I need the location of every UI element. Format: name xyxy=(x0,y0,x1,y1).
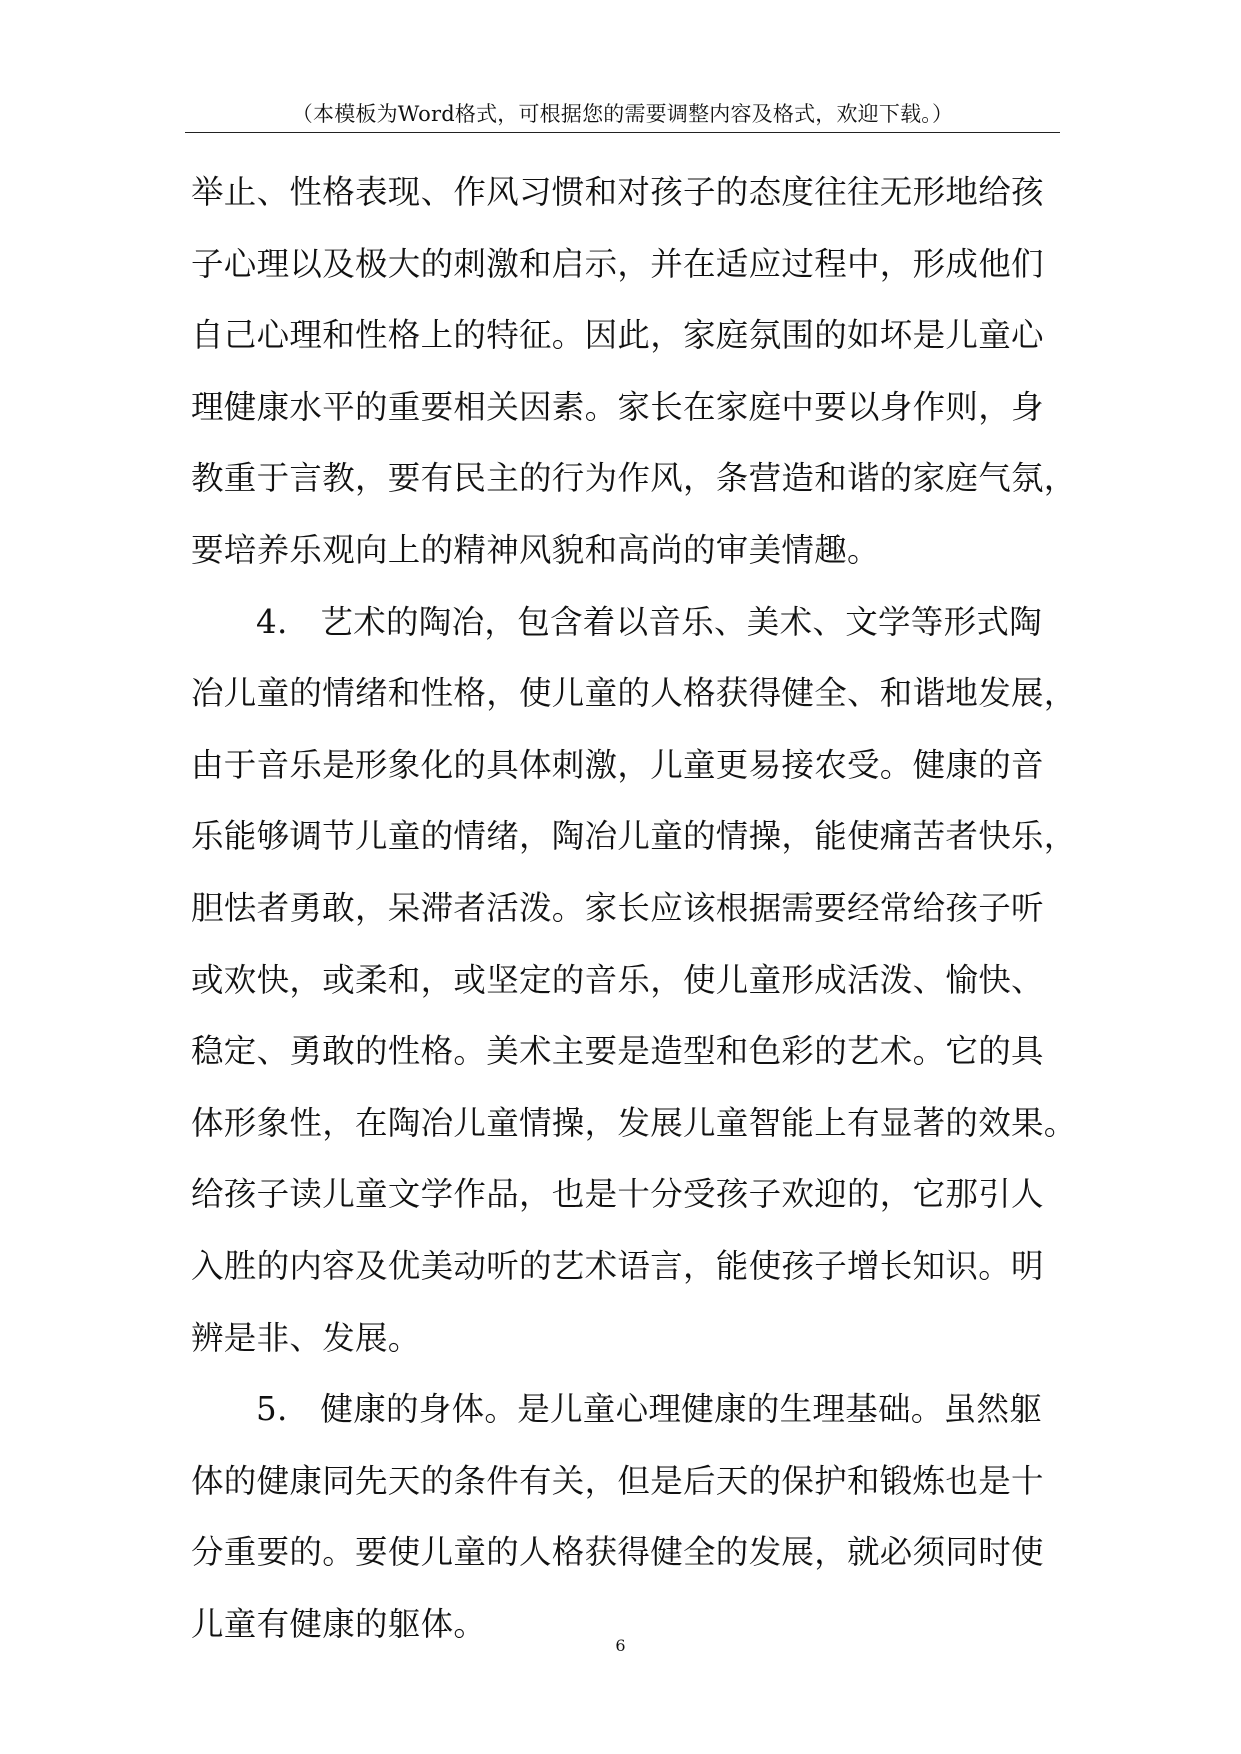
body-line: 胆怯者勇敢，呆滞者活泼。家长应该根据需要经常给孩子听 xyxy=(191,888,1044,927)
paragraph-5-first-line: 5. 健康的身体。是儿童心理健康的生理基础。虽然躯 xyxy=(256,1390,1043,1429)
body-line: 子心理以及极大的刺激和启示，并在适应过程中，形成他们 xyxy=(191,244,1044,283)
body-line: 辨是非、发展。 xyxy=(191,1318,421,1357)
body-line: 自己心理和性格上的特征。因此，家庭氛围的如坏是儿童心 xyxy=(191,316,1044,355)
page-header-note: （本模板为Word格式，可根据您的需要调整内容及格式，欢迎下载。） xyxy=(291,102,954,126)
body-line: 入胜的内容及优美动听的艺术语言，能使孩子增长知识。明 xyxy=(191,1246,1044,1285)
body-line: 体形象性，在陶冶儿童情操，发展儿童智能上有显著的效果。 xyxy=(191,1103,1077,1142)
body-line: 或欢快，或柔和，或坚定的音乐，使儿童形成活泼、愉快、 xyxy=(191,960,1044,999)
body-line: 冶儿童的情绪和性格，使儿童的人格获得健全、和谐地发展， xyxy=(191,674,1077,713)
body-line: 乐能够调节儿童的情绪，陶冶儿童的情操，能使痛苦者快乐， xyxy=(191,817,1077,856)
paragraph-4-first-line: 4. 艺术的陶冶，包含着以音乐、美术、文学等形式陶 xyxy=(256,602,1043,641)
body-line: 分重要的。要使儿童的人格获得健全的发展，就必须同时使 xyxy=(191,1533,1044,1572)
body-line: 教重于言教，要有民主的行为作风，条营造和谐的家庭气氛， xyxy=(191,459,1077,498)
body-line: 由于音乐是形象化的具体刺激，儿童更易接农受。健康的音 xyxy=(191,745,1044,784)
page-number: 6 xyxy=(615,1636,626,1655)
body-line: 给孩子读儿童文学作品，也是十分受孩子欢迎的，它那引人 xyxy=(191,1175,1044,1214)
body-line: 要培养乐观向上的精神风貌和高尚的审美情趣。 xyxy=(191,530,880,569)
body-line: 理健康水平的重要相关因素。家长在家庭中要以身作则，身 xyxy=(191,387,1044,426)
body-line: 举止、性格表现、作风习惯和对孩子的态度往往无形地给孩 xyxy=(191,173,1044,211)
body-line: 体的健康同先天的条件有关，但是后天的保护和锻炼也是十 xyxy=(191,1461,1044,1500)
document-body xyxy=(191,160,1077,1663)
body-line: 儿童有健康的躯体。 xyxy=(191,1604,487,1643)
body-line: 稳定、勇敢的性格。美术主要是造型和色彩的艺术。它的具 xyxy=(191,1032,1044,1071)
header-divider xyxy=(185,132,1060,133)
